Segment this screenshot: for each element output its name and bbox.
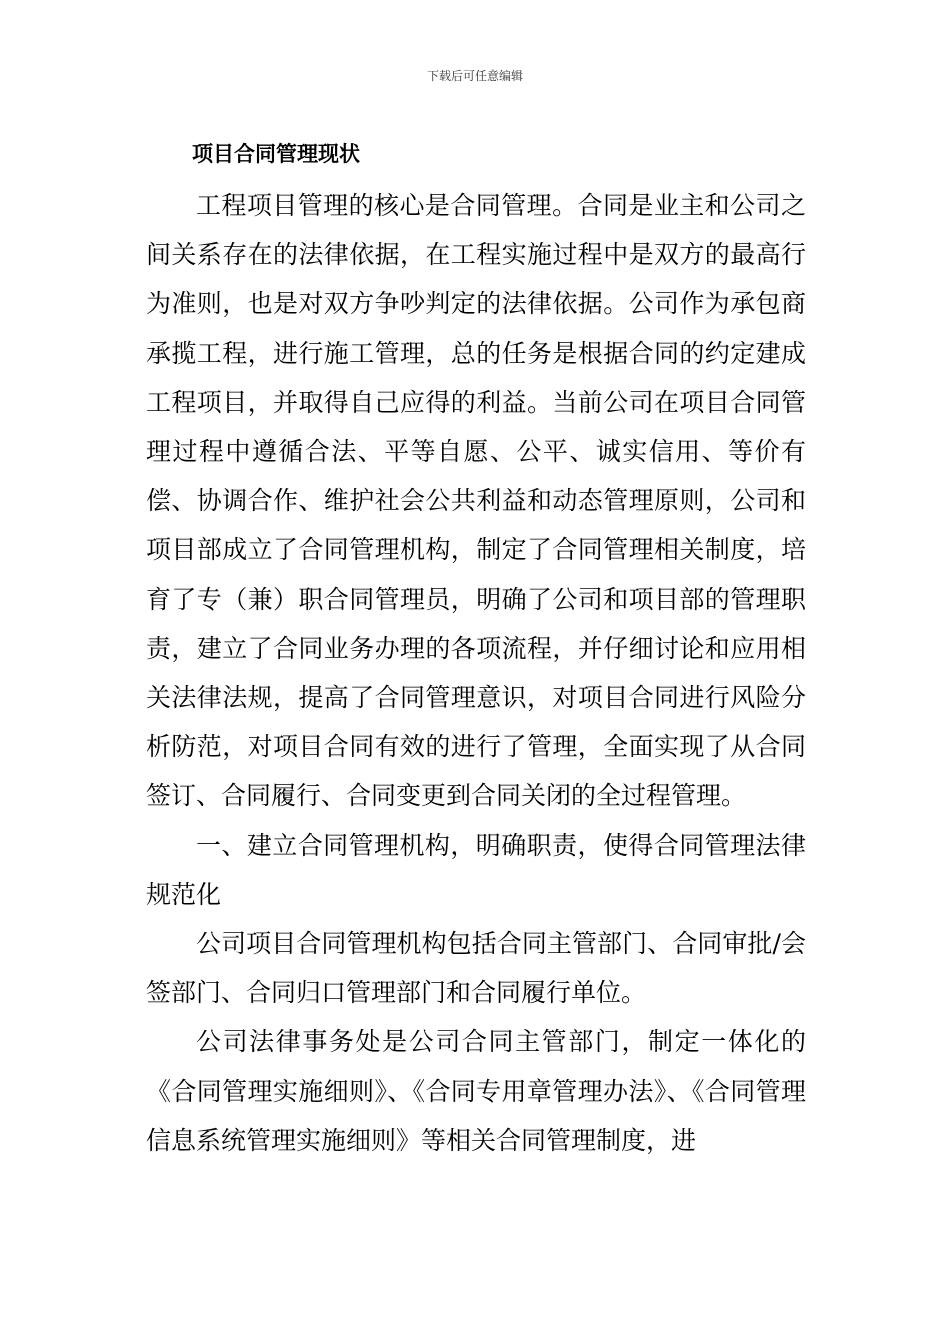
document-title: 项目合同管理现状 <box>192 142 360 166</box>
paragraph-intro: 工程项目管理的核心是合同管理。合同是业主和公司之间关系存在的法律依据，在工程实施过程中是双方的最高行为准则，也是对双方争吵判定的法律依据。公司作为承包商承揽工程，进行施工管理，总的任务是根据合同的约定建成工程项目，并取得自己应得的利益。当前公司在项目合同管理过程中遵循合法、平等自愿、公平、诚实信用、等价有偿、协调合作、维护社会公共利益和动态管理原则，公司和项目部成立了合同管理机构，制定了合同管理相关制度，培育了专（兼）职合同管理员，明确了公司和项目部的管理职责，建立了合同业务办理的各项流程，并仔细讨论和应用相关法律法规，提高了合同管理意识，对项目合同进行风险分析防范，对项目合同有效的进行了管理，全面实现了从合同签订、合同履行、合同变更到合同关闭的全过程管理。 <box>146 191 806 811</box>
section-heading-1: 一、建立合同管理机构，明确职责，使得合同管理法律规范化 <box>146 830 806 909</box>
document-body <box>146 181 806 1165</box>
paragraph-legal-dept: 公司法律事务处是公司合同主管部门，制定一体化的《合同管理实施细则》、《合同专用章管理办法》、《合同管理信息系统管理实施细则》等相关合同管理制度，进 <box>146 1027 806 1155</box>
page-header-note: 下载后可任意编辑 <box>426 69 523 83</box>
paragraph-org-structure: 公司项目合同管理机构包括合同主管部门、合同审批/会签部门、合同归口管理部门和合同履行单位。 <box>146 929 806 1008</box>
